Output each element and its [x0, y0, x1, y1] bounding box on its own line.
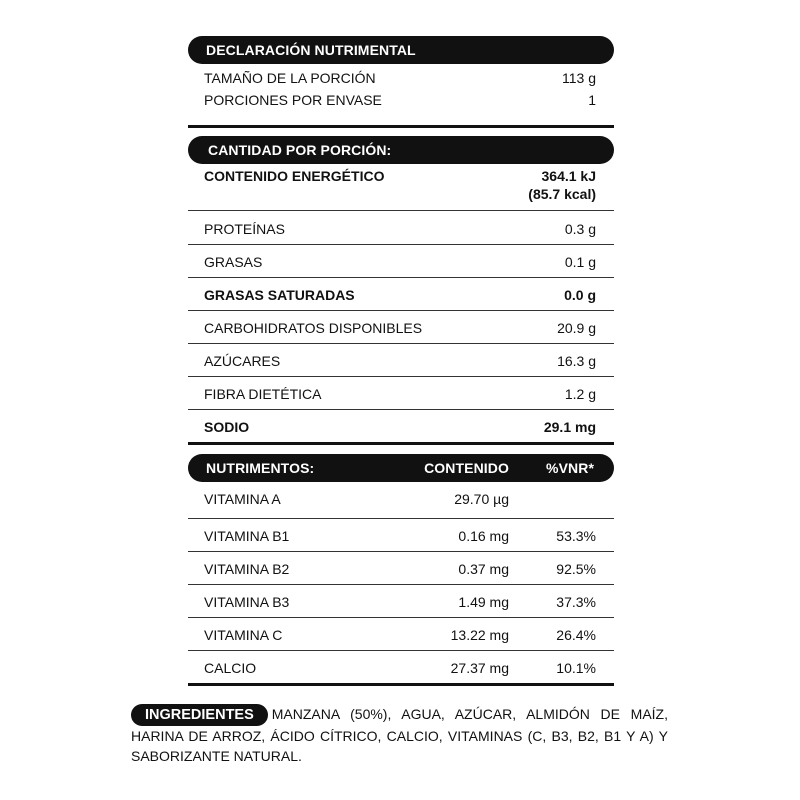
nutrition-facts-panel	[188, 36, 614, 686]
vitamin-b2-label: VITAMINA B2	[204, 561, 290, 577]
vitamin-b2-vnr: 92.5%	[556, 561, 596, 577]
fiber-value: 1.2 g	[564, 386, 596, 402]
fats-label: GRASAS	[204, 254, 263, 270]
sugars-row	[188, 344, 614, 377]
sugars-label: AZÚCARES	[204, 353, 281, 369]
ingredients-label: INGREDIENTES	[131, 704, 268, 726]
servings-per-container-label: PORCIONES POR ENVASE	[204, 92, 382, 108]
ingredients-text: MANZANA (50%), AGUA, AZÚCAR, ALMIDÓN DE MAÍZ, HARINA DE ARROZ, ÁCIDO CÍTRICO, CALCIO, VITAMINAS (C, B3, B2, B1 Y A) Y SABORIZANTE NATURAL.	[131, 706, 668, 764]
calcium-vnr: 10.1%	[556, 660, 596, 676]
nutrients-header-vnr: %VNR*	[546, 460, 594, 476]
vitamin-b3-vnr: 37.3%	[556, 594, 596, 610]
calcium-content: 27.37 mg	[450, 660, 509, 676]
energy-label: CONTENIDO ENERGÉTICO	[204, 168, 385, 184]
vitamin-c-row	[188, 618, 614, 651]
nutrients-header	[188, 454, 614, 482]
calcium-row	[188, 651, 614, 686]
sodium-label: SODIO	[204, 419, 250, 435]
sugars-value: 16.3 g	[557, 353, 596, 369]
nutrition-declaration-title: DECLARACIÓN NUTRIMENTAL	[206, 42, 416, 58]
servings-per-container-value: 1	[588, 92, 596, 108]
proteins-label: PROTEÍNAS	[204, 221, 285, 237]
serving-size-row	[188, 64, 614, 86]
vitamin-b3-row	[188, 585, 614, 618]
fats-row	[188, 245, 614, 278]
saturated-fats-label: GRASAS SATURADAS	[204, 287, 355, 303]
energy-value-kj: 364.1 kJ	[541, 168, 596, 184]
energy-value-kcal: (85.7 kcal)	[528, 186, 596, 202]
per-serving-header	[188, 136, 614, 164]
proteins-value: 0.3 g	[564, 221, 596, 237]
nutrition-declaration-header	[188, 36, 614, 64]
saturated-fats-value: 0.0 g	[564, 287, 596, 303]
vitamin-c-label: VITAMINA C	[204, 627, 283, 643]
sodium-value: 29.1 mg	[543, 419, 596, 435]
vitamin-a-content: 29.70 µg	[454, 491, 509, 507]
vitamin-b3-content: 1.49 mg	[458, 594, 509, 610]
fiber-label: FIBRA DIETÉTICA	[204, 386, 322, 402]
vitamin-b3-label: VITAMINA B3	[204, 594, 290, 610]
ingredients-section	[131, 704, 668, 766]
vitamin-c-vnr: 26.4%	[556, 627, 596, 643]
carbohydrates-value: 20.9 g	[557, 320, 596, 336]
fats-value: 0.1 g	[564, 254, 596, 270]
calcium-label: CALCIO	[204, 660, 257, 676]
vitamin-b1-vnr: 53.3%	[556, 528, 596, 544]
sodium-row	[188, 410, 614, 445]
vitamin-b1-label: VITAMINA B1	[204, 528, 290, 544]
per-serving-title: CANTIDAD POR PORCIÓN:	[208, 142, 392, 158]
fiber-row	[188, 377, 614, 410]
vitamin-a-row	[188, 482, 614, 519]
vitamin-b1-content: 0.16 mg	[458, 528, 509, 544]
energy-row	[188, 164, 614, 211]
carbohydrates-row	[188, 311, 614, 344]
vitamin-b2-row	[188, 552, 614, 585]
vitamin-a-label: VITAMINA A	[204, 491, 281, 507]
vitamin-b2-content: 0.37 mg	[458, 561, 509, 577]
carbohydrates-label: CARBOHIDRATOS DISPONIBLES	[204, 320, 423, 336]
serving-size-label: TAMAÑO DE LA PORCIÓN	[204, 70, 376, 86]
vitamin-c-content: 13.22 mg	[450, 627, 509, 643]
vitamin-b1-row	[188, 519, 614, 552]
nutrients-header-content: CONTENIDO	[424, 460, 509, 476]
saturated-fats-row	[188, 278, 614, 311]
nutrients-header-name: NUTRIMENTOS:	[206, 460, 315, 476]
serving-size-value: 113 g	[562, 70, 596, 86]
servings-per-container-row	[188, 86, 614, 128]
proteins-row	[188, 211, 614, 245]
